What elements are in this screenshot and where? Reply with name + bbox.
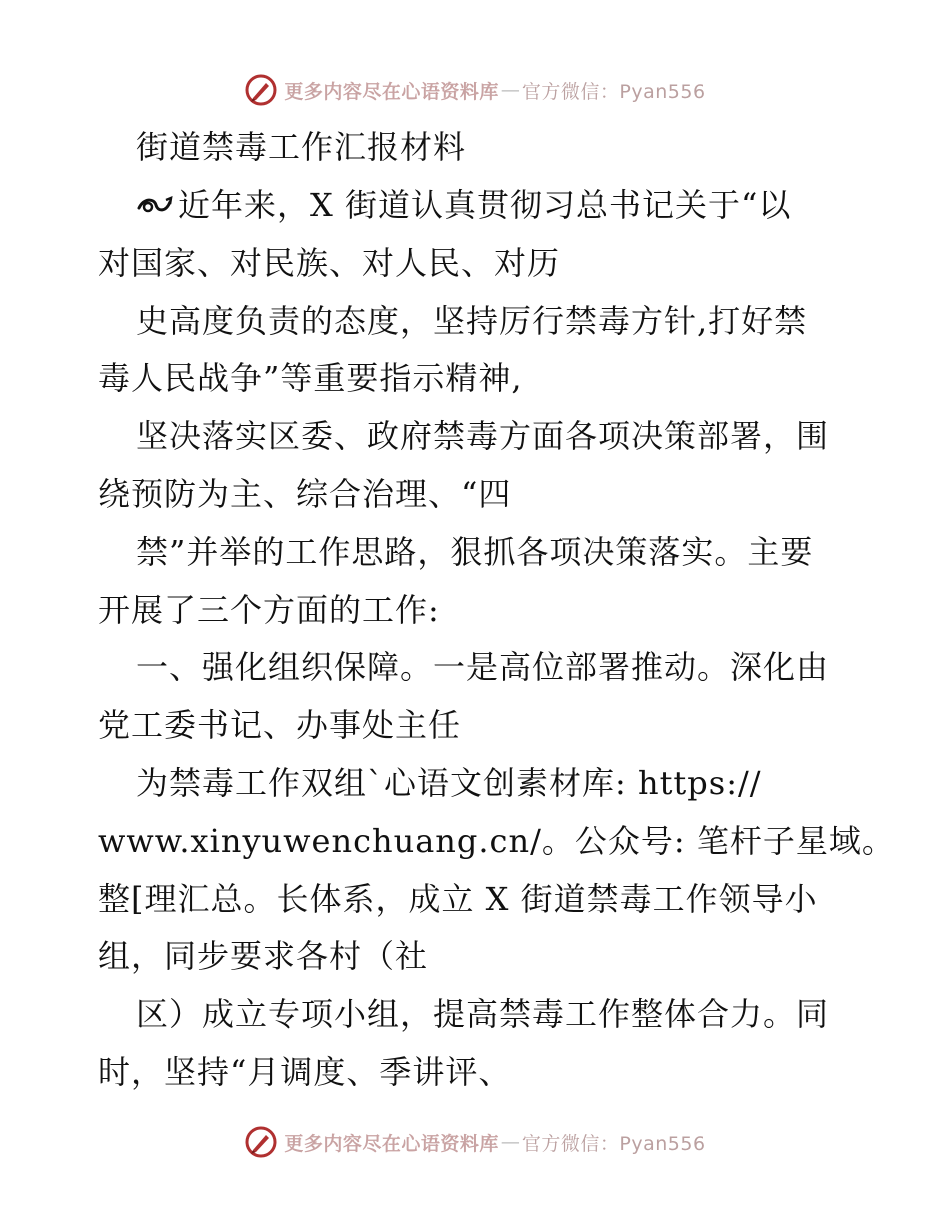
body-line: 组，同步要求各村（社 (98, 937, 429, 975)
body-line: 时，坚持“月调度、季讲评、 (98, 1053, 512, 1091)
body-line (136, 183, 791, 227)
body-line: 整[理汇总。长体系，成立 X 街道禁毒工作领导小 (98, 880, 818, 918)
body-line: 毒人民战争”等重要指示精神, (98, 359, 523, 397)
body-line: 开展了三个方面的工作: (98, 591, 440, 629)
body-line: www.xinyuwenchuang.cn/。公众号: 笔杆子星域。 (98, 822, 895, 860)
body-line: 对国家、对民族、对人民、对历 (98, 244, 561, 282)
body-line: 为禁毒工作双组`心语文创素材库: https:// (136, 764, 762, 802)
watermark-banner-bottom (0, 1120, 950, 1164)
document-title: 街道禁毒工作汇报材料 (136, 128, 467, 166)
pen-logo-icon (244, 73, 278, 107)
body-line: 绕预防为主、综合治理、“四 (98, 475, 512, 513)
body-line: 一、强化组织保障。一是高位部署推动。深化由 (136, 648, 830, 686)
watermark-brand: 更多内容尽在心语资料库 (284, 1132, 499, 1155)
body-line: 区）成立专项小组，提高禁毒工作整体合力。同 (136, 995, 830, 1033)
watermark-contact: 官方微信：Pyan556 (521, 1132, 706, 1155)
watermark-contact: 官方微信：Pyan556 (521, 80, 706, 103)
watermark-separator: — (500, 1131, 520, 1153)
decorative-swirl-icon (136, 185, 174, 211)
body-line: 禁”并举的工作思路，狠抓各项决策落实。主要 (136, 533, 814, 571)
body-line: 党工委书记、办事处主任 (98, 706, 462, 744)
watermark-banner-top (0, 68, 950, 112)
pen-logo-icon (244, 1125, 278, 1159)
body-line-text: 近年来，X 街道认真贯彻习总书记关于“以 (178, 186, 792, 224)
watermark-separator: — (500, 79, 520, 101)
body-line: 坚决落实区委、政府禁毒方面各项决策部署，围 (136, 417, 830, 455)
body-line: 史高度负责的态度，坚持厉行禁毒方针,打好禁 (136, 302, 808, 340)
watermark-brand: 更多内容尽在心语资料库 (284, 80, 499, 103)
